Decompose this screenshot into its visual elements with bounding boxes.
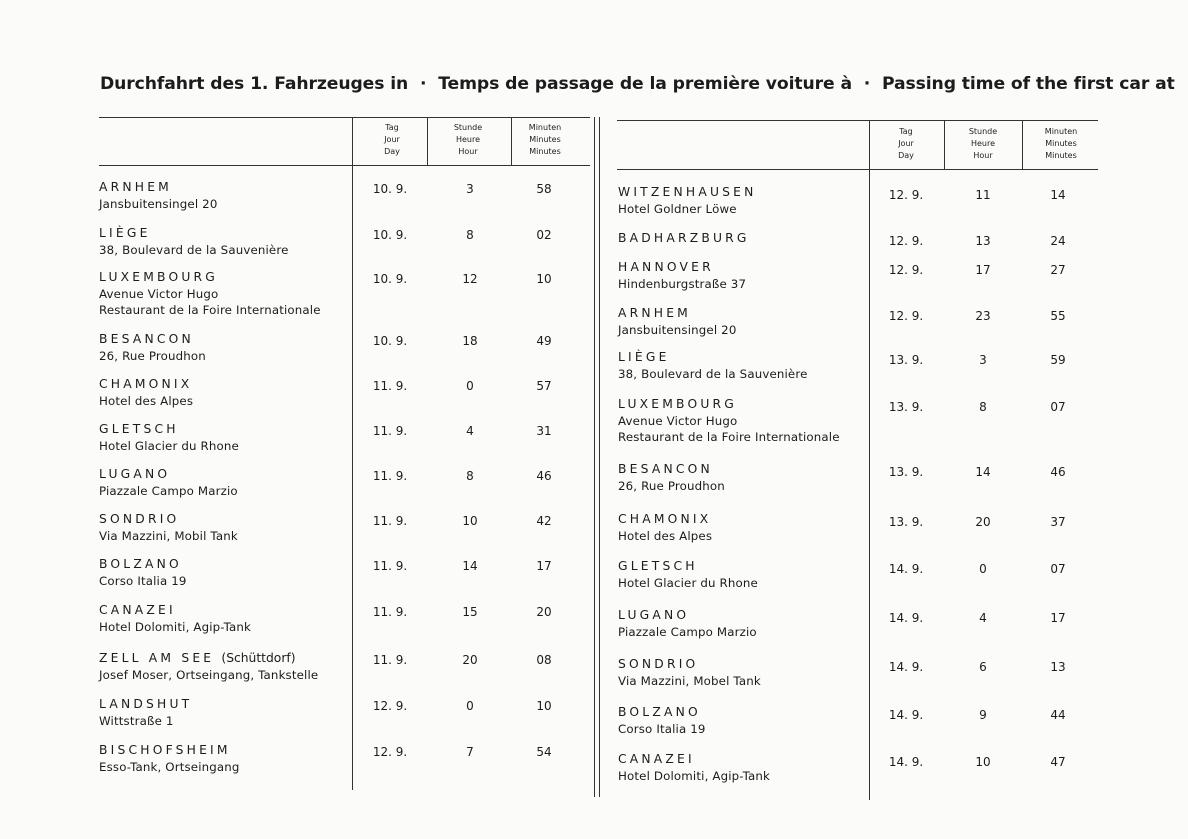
minutes-column-header	[1031, 126, 1091, 162]
place-name	[618, 231, 750, 245]
address-line: Jansbuitensingel 20	[99, 197, 218, 211]
place-name-text: LANDSHUT	[99, 697, 193, 711]
day-value: 11. 9.	[372, 514, 408, 528]
place-name	[99, 332, 194, 346]
hour-value: 14	[975, 465, 991, 479]
column-divider	[944, 120, 945, 169]
center-double-rule	[594, 117, 595, 797]
column-divider	[1022, 120, 1023, 169]
place-name	[618, 657, 698, 671]
column-divider	[427, 117, 428, 166]
day-value: 11. 9.	[372, 469, 408, 483]
day-value: 13. 9.	[888, 515, 924, 529]
address-line: Avenue Victor Hugo	[618, 414, 738, 428]
address-line: Hindenburgstraße 37	[618, 277, 747, 291]
header-label: Jour	[898, 139, 914, 148]
place-name-text: BESANCON	[99, 332, 194, 346]
day-value: 10. 9.	[372, 334, 408, 348]
place-name	[99, 743, 231, 757]
hour-value: 14	[462, 559, 478, 573]
address-line: Hotel Dolomiti, Agip-Tank	[618, 769, 771, 783]
place-name	[99, 697, 192, 711]
header-label: Minuten	[1044, 127, 1078, 136]
address-line: Josef Moser, Ortseingang, Tankstelle	[99, 668, 319, 682]
place-name	[618, 559, 698, 573]
header-label: Minutes	[529, 147, 561, 156]
place-name	[99, 226, 151, 240]
place-name-text: ARNHEM	[99, 180, 172, 194]
place-name-text: BOLZANO	[618, 705, 701, 719]
hour-value: 11	[975, 188, 991, 202]
minutes-value: 57	[536, 379, 552, 393]
address-line: Piazzale Campo Marzio	[99, 484, 238, 498]
place-name-text: LIÈGE	[99, 226, 151, 240]
minutes-value: 27	[1050, 263, 1066, 277]
title-separator: ·	[863, 74, 871, 94]
address-line: 38, Boulevard de la Sauvenière	[99, 243, 289, 257]
minutes-value: 20	[536, 605, 552, 619]
minutes-value: 07	[1050, 562, 1066, 576]
hour-value: 23	[975, 309, 991, 323]
address-line: Via Mazzini, Mobel Tank	[618, 674, 761, 688]
header-label: Day	[898, 151, 914, 160]
column-divider	[869, 120, 870, 800]
hour-value: 10	[975, 755, 991, 769]
address-line: Corso Italia 19	[618, 722, 706, 736]
minutes-value: 02	[536, 228, 552, 242]
day-value: 12. 9.	[888, 263, 924, 277]
minutes-value: 31	[536, 424, 552, 438]
address-line: Hotel Glacier du Rhone	[99, 439, 239, 453]
day-value: 11. 9.	[372, 605, 408, 619]
day-value: 10. 9.	[372, 182, 408, 196]
address-line: Avenue Victor Hugo	[99, 287, 219, 301]
minutes-value: 10	[536, 272, 552, 286]
day-value: 14. 9.	[888, 708, 924, 722]
place-name-text: BADHARZBURG	[618, 231, 750, 245]
place-name	[618, 397, 737, 411]
hour-value: 7	[466, 745, 474, 759]
day-column-header	[876, 126, 936, 162]
day-value: 11. 9.	[372, 559, 408, 573]
address-line: Hotel Goldner Löwe	[618, 202, 737, 216]
place-name-text: GLETSCH	[99, 422, 179, 436]
header-rule-right-top	[617, 120, 1098, 121]
address-line: Restaurant de la Foire Internationale	[618, 430, 840, 444]
day-value: 12. 9.	[888, 188, 924, 202]
hour-value: 8	[466, 228, 474, 242]
minutes-value: 17	[536, 559, 552, 573]
minutes-value: 24	[1050, 234, 1066, 248]
place-name-text: BESANCON	[618, 462, 713, 476]
place-name	[618, 350, 670, 364]
hour-value: 8	[466, 469, 474, 483]
header-label: Minutes	[1045, 151, 1077, 160]
page-title	[100, 74, 1175, 94]
hour-value: 20	[975, 515, 991, 529]
title-german: Durchfahrt des 1. Fahrzeuges in	[100, 74, 409, 94]
place-name-text: CANAZEI	[618, 752, 695, 766]
header-label: Jour	[384, 135, 400, 144]
hour-value: 4	[466, 424, 474, 438]
place-name-text: CANAZEI	[99, 603, 176, 617]
minutes-value: 13	[1050, 660, 1066, 674]
address-line: Via Mazzini, Mobil Tank	[99, 529, 238, 543]
minutes-value: 37	[1050, 515, 1066, 529]
place-name-text: LUXEMBOURG	[618, 397, 738, 411]
place-name-text: HANNOVER	[618, 260, 714, 274]
place-name	[99, 603, 176, 617]
place-name-text: LUGANO	[99, 467, 171, 481]
column-divider	[352, 117, 353, 790]
day-column-header	[362, 122, 422, 158]
hour-value: 8	[979, 400, 987, 414]
place-name	[618, 185, 757, 199]
place-name	[99, 422, 179, 436]
header-rule-right-bottom	[617, 169, 1098, 170]
header-label: Hour	[458, 147, 478, 156]
place-name	[99, 467, 170, 481]
title-separator: ·	[419, 74, 427, 94]
place-name-suffix: (Schüttdorf)	[221, 651, 296, 665]
address-line: Hotel Dolomiti, Agip-Tank	[99, 620, 252, 634]
place-name-text: LIÈGE	[618, 350, 670, 364]
place-name-text: CHAMONIX	[618, 512, 712, 526]
day-value: 12. 9.	[372, 745, 408, 759]
day-value: 14. 9.	[888, 660, 924, 674]
hour-column-header	[953, 126, 1013, 162]
hour-value: 15	[462, 605, 478, 619]
hour-value: 6	[979, 660, 987, 674]
day-value: 13. 9.	[888, 353, 924, 367]
day-value: 10. 9.	[372, 272, 408, 286]
minutes-value: 42	[536, 514, 552, 528]
place-name	[99, 557, 182, 571]
place-name	[618, 462, 713, 476]
day-value: 11. 9.	[372, 379, 408, 393]
column-divider	[511, 117, 512, 166]
address-line: Esso-Tank, Ortseingang	[99, 760, 240, 774]
hour-value: 10	[462, 514, 478, 528]
hour-value: 4	[979, 611, 987, 625]
day-value: 14. 9.	[888, 611, 924, 625]
place-name	[618, 608, 689, 622]
minutes-value: 10	[536, 699, 552, 713]
hour-value: 3	[466, 182, 474, 196]
header-label: Heure	[455, 135, 481, 144]
address-line: Wittstraße 1	[99, 714, 174, 728]
title-english: Passing time of the first car at	[881, 74, 1175, 94]
place-name	[618, 705, 701, 719]
place-name-text: WITZENHAUSEN	[618, 185, 757, 199]
header-label: Minutes	[1045, 139, 1077, 148]
minutes-value: 59	[1050, 353, 1066, 367]
hour-value: 12	[462, 272, 478, 286]
header-label: Hour	[973, 151, 993, 160]
header-rule-left-bottom	[99, 165, 590, 166]
hour-column-header	[438, 122, 498, 158]
place-name-text: LUGANO	[618, 608, 690, 622]
address-line: 38, Boulevard de la Sauvenière	[618, 367, 808, 381]
place-name	[618, 512, 711, 526]
address-line: Corso Italia 19	[99, 574, 187, 588]
header-label: Tag	[899, 127, 913, 136]
place-name-text: ARNHEM	[618, 306, 691, 320]
place-name-text: LUXEMBOURG	[99, 270, 219, 284]
hour-value: 3	[979, 353, 987, 367]
place-name-text: SONDRIO	[99, 512, 180, 526]
place-name-text: GLETSCH	[618, 559, 698, 573]
hour-value: 20	[462, 653, 478, 667]
title-french: Temps de passage de la première voiture à	[438, 74, 852, 94]
minutes-value: 07	[1050, 400, 1066, 414]
hour-value: 9	[979, 708, 987, 722]
address-line: Piazzale Campo Marzio	[618, 625, 757, 639]
hour-value: 18	[462, 334, 478, 348]
place-name-text: ZELL AM SEE	[99, 651, 215, 665]
place-name-text: BOLZANO	[99, 557, 182, 571]
minutes-value: 55	[1050, 309, 1066, 323]
day-value: 14. 9.	[888, 755, 924, 769]
header-label: Minuten	[528, 123, 562, 132]
header-label: Day	[384, 147, 400, 156]
minutes-value: 49	[536, 334, 552, 348]
day-value: 12. 9.	[888, 309, 924, 323]
place-name	[99, 651, 296, 665]
place-name-text: BISCHOFSHEIM	[99, 743, 231, 757]
address-line: Hotel Glacier du Rhone	[618, 576, 758, 590]
center-double-rule	[599, 117, 600, 797]
header-rule-left-top	[99, 117, 590, 118]
day-value: 14. 9.	[888, 562, 924, 576]
place-name	[618, 306, 691, 320]
minutes-value: 17	[1050, 611, 1066, 625]
place-name	[99, 512, 179, 526]
hour-value: 0	[466, 699, 474, 713]
minutes-value: 47	[1050, 755, 1066, 769]
day-value: 12. 9.	[888, 234, 924, 248]
minutes-value: 54	[536, 745, 552, 759]
place-name-text: SONDRIO	[618, 657, 699, 671]
place-name-text: CHAMONIX	[99, 377, 193, 391]
place-name	[618, 260, 714, 274]
day-value: 11. 9.	[372, 653, 408, 667]
address-line: Hotel des Alpes	[99, 394, 194, 408]
minutes-value: 46	[536, 469, 552, 483]
header-label: Stunde	[968, 127, 998, 136]
address-line: Jansbuitensingel 20	[618, 323, 737, 337]
minutes-value: 46	[1050, 465, 1066, 479]
minutes-column-header	[515, 122, 575, 158]
header-label: Minutes	[529, 135, 561, 144]
minutes-value: 44	[1050, 708, 1066, 722]
day-value: 10. 9.	[372, 228, 408, 242]
hour-value: 13	[975, 234, 991, 248]
minutes-value: 58	[536, 182, 552, 196]
address-line: Restaurant de la Foire Internationale	[99, 303, 321, 317]
day-value: 11. 9.	[372, 424, 408, 438]
day-value: 13. 9.	[888, 465, 924, 479]
minutes-value: 08	[536, 653, 552, 667]
hour-value: 0	[466, 379, 474, 393]
place-name	[618, 752, 695, 766]
address-line: 26, Rue Proudhon	[618, 479, 725, 493]
header-label: Stunde	[453, 123, 483, 132]
place-name	[99, 270, 218, 284]
hour-value: 0	[979, 562, 987, 576]
place-name	[99, 180, 172, 194]
hour-value: 17	[975, 263, 991, 277]
day-value: 13. 9.	[888, 400, 924, 414]
place-name	[99, 377, 192, 391]
address-line: 26, Rue Proudhon	[99, 349, 206, 363]
day-value: 12. 9.	[372, 699, 408, 713]
header-label: Tag	[385, 123, 399, 132]
header-label: Heure	[970, 139, 996, 148]
minutes-value: 14	[1050, 188, 1066, 202]
address-line: Hotel des Alpes	[618, 529, 713, 543]
